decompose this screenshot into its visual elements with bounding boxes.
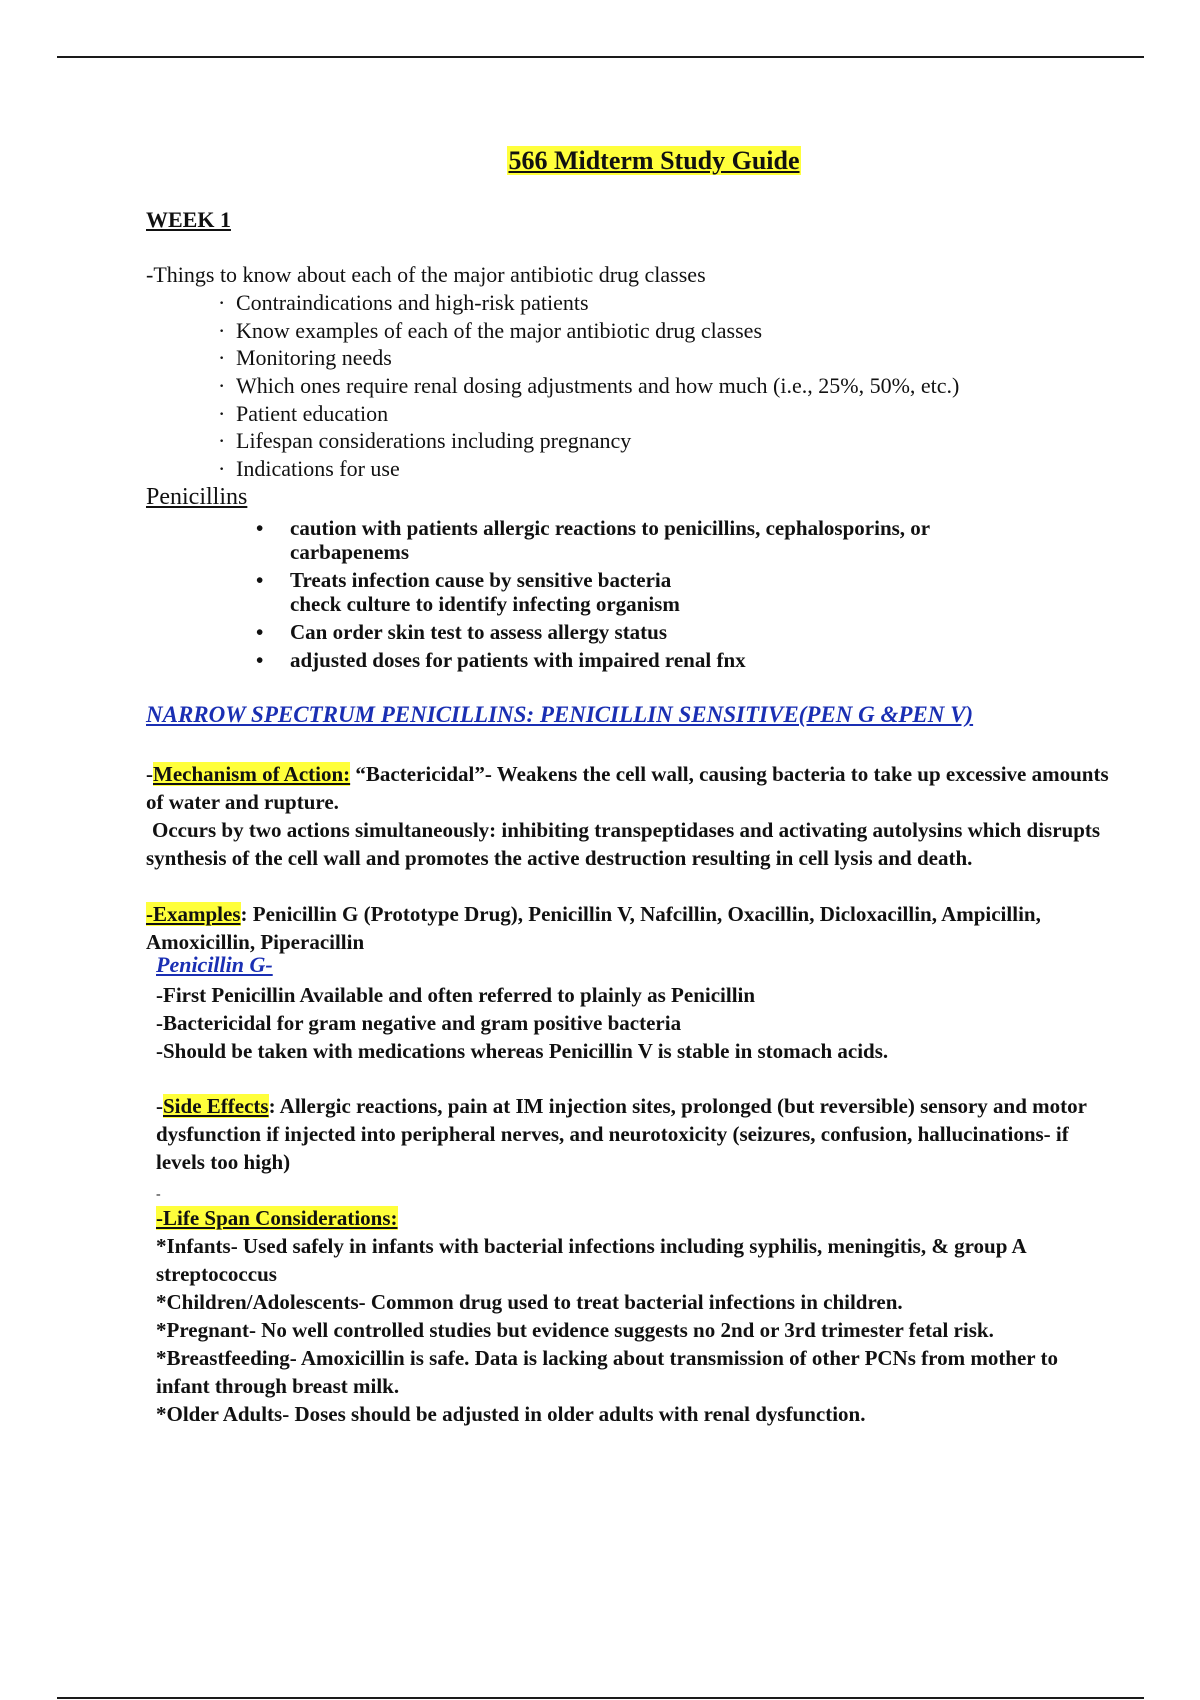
examples-text: : Penicillin G (Prototype Drug), Penicillin V, Nafcillin, Oxacillin, Dicloxacillin, Ampicillin, Amoxicillin, Piperacillin — [146, 902, 1041, 954]
penicillin-point: • Can order skin test to assess allergy status — [256, 620, 1056, 644]
penicillin-point: • caution with patients allergic reactions to penicillins, cephalosporins, or carbapenems — [256, 516, 980, 564]
side-effects-label: Side Effects — [163, 1094, 269, 1118]
side-effects-prefix: - — [156, 1094, 163, 1118]
examples — [146, 900, 1126, 956]
mechanism-of-action — [146, 760, 1126, 816]
penicillin-g-line: -Should be taken with medications whereas Penicillin V is stable in stomach acids. — [156, 1039, 889, 1063]
lifespan-item: *Breastfeeding- Amoxicillin is safe. Data is lacking about transmission of other PCNs from mother to infant through breast milk. — [156, 1346, 1058, 1398]
moa-text: “Bactericidal”- Weakens the cell wall, causing bacteria to take up excessive amounts of water and rupture. — [146, 762, 1109, 814]
topic-item: · Patient education — [218, 400, 959, 428]
top-rule — [57, 56, 1144, 58]
penicillin-g-line: -Bactericidal for gram negative and gram positive bacteria — [156, 1011, 682, 1035]
separator-dash: - — [156, 1187, 161, 1202]
penicillin-g-line: -First Penicillin Available and often referred to plainly as Penicillin — [156, 983, 756, 1007]
week-heading: WEEK 1 — [146, 207, 231, 232]
topic-item: · Lifespan considerations including pregnancy — [218, 427, 959, 455]
lifespan-item: *Older Adults- Doses should be adjusted in older adults with renal dysfunction. — [156, 1402, 866, 1426]
moa-prefix: - — [146, 762, 153, 786]
document-title: 566 Midterm Study Guide — [508, 146, 800, 175]
title-block — [146, 146, 1162, 176]
topic-item: · Monitoring needs — [218, 344, 959, 372]
moa-detail: Occurs by two actions simultaneously: inhibiting transpeptidases and activating autolysins which disrupts synthesis of the cell wall and promotes the active destruction resulting in cell lysis and death. — [146, 818, 1101, 870]
side-effects-text: : Allergic reactions, pain at IM injection sites, prolonged (but reversible) sensory and motor dysfunction if injected into peripheral nerves, and neurotoxicity (seizures, confusion, hallucinations- if levels too high) — [156, 1094, 1087, 1174]
intro-line: -Things to know about each of the major antibiotic drug classes — [146, 262, 706, 287]
lifespan-considerations — [156, 1204, 1116, 1428]
penicillin-g-lines — [156, 981, 1136, 1065]
penicillin-point: • adjusted doses for patients with impaired renal fnx — [256, 648, 1056, 672]
bottom-rule — [57, 1697, 1144, 1699]
penicillin-g-heading: Penicillin G- — [156, 952, 273, 977]
lifespan-item: *Infants- Used safely in infants with bacterial infections including syphilis, meningitis, & group A streptococcus — [156, 1234, 1026, 1286]
lifespan-item: *Children/Adolescents- Common drug used to treat bacterial infections in children. — [156, 1290, 903, 1314]
topic-list — [218, 289, 959, 483]
topic-item: · Contraindications and high-risk patients — [218, 289, 959, 317]
topic-item: · Indications for use — [218, 455, 959, 483]
narrow-spectrum-heading: NARROW SPECTRUM PENICILLINS: PENICILLIN SENSITIVE(PEN G &PEN V) — [146, 702, 974, 727]
lifespan-item: *Pregnant- No well controlled studies but evidence suggests no 2nd or 3rd trimester fetal risk. — [156, 1318, 994, 1342]
topic-item: · Know examples of each of the major antibiotic drug classes — [218, 317, 959, 345]
moa-label: Mechanism of Action: — [153, 762, 351, 786]
topic-item: · Which ones require renal dosing adjustments and how much (i.e., 25%, 50%, etc.) — [218, 372, 959, 400]
side-effects — [156, 1092, 1116, 1176]
penicillin-point: • Treats infection cause by sensitive bacteria check culture to identify infecting organism — [256, 568, 710, 616]
penicillins-heading: Penicillins — [146, 484, 248, 510]
examples-label: -Examples — [146, 902, 241, 926]
penicillin-points — [256, 516, 1056, 676]
lifespan-label: -Life Span Considerations: — [156, 1206, 398, 1230]
